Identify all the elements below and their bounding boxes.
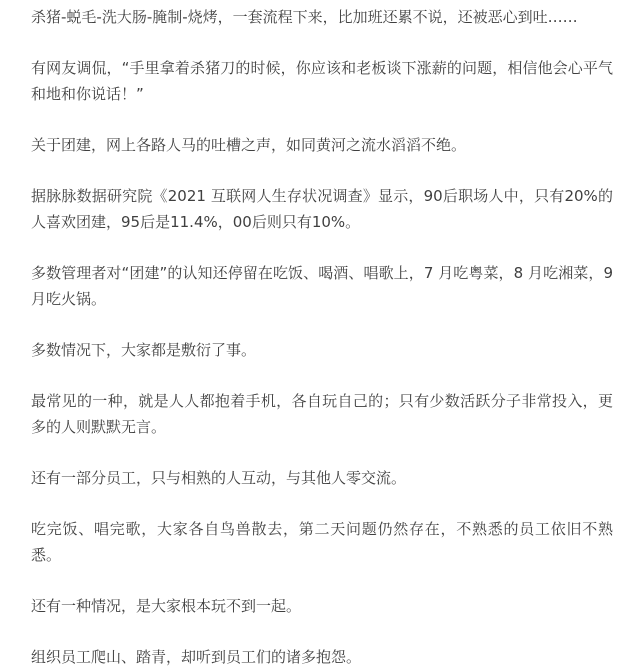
paragraph-perfunctory: 多数情况下，大家都是敷衍了事。: [31, 341, 257, 359]
paragraph-team-building-complaints: 关于团建，网上各路人马的吐槽之声，如同黄河之流水滔滔不绝。: [31, 136, 467, 154]
paragraph-cant-play-together: 还有一种情况，是大家根本玩不到一起。: [31, 597, 302, 615]
paragraph-familiar-only: 还有一部分员工，只与相熟的人互动，与其他人零交流。: [31, 469, 407, 487]
paragraph-manager-perception: 多数管理者对“团建”的认知还停留在吃饭、喝酒、唱歌上，7 月吃粤菜，8 月吃湘菜，9 月吃火锅。: [31, 264, 613, 308]
paragraph-survey-data: 据脉脉数据研究院《2021 互联网人生存状况调查》显示，90后职场人中，只有20%的人喜欢团建，95后是11.4%，00后则只有10%。: [31, 187, 613, 231]
article-body: [31, 4, 613, 670]
paragraph-phones: 最常见的一种，就是人人都抱着手机，各自玩自己的；只有少数活跃分子非常投入，更多的人则默默无言。: [31, 392, 613, 436]
paragraph-slaughter-process: 杀猪-蜕毛-洗大肠-腌制-烧烤，一套流程下来，比加班还累不说，还被恶心到吐……: [31, 8, 578, 26]
paragraph-after-dinner: 吃完饭、唱完歌，大家各自鸟兽散去，第二天问题仍然存在，不熟悉的员工依旧不熟悉。: [31, 520, 613, 564]
paragraph-netizen-joke: 有网友调侃，“手里拿着杀猪刀的时候，你应该和老板谈下涨薪的问题，相信他会心平气和地和你说话！”: [31, 59, 613, 103]
paragraph-hiking-complaints: 组织员工爬山、踏青，却听到员工们的诸多抱怨。: [31, 648, 362, 666]
